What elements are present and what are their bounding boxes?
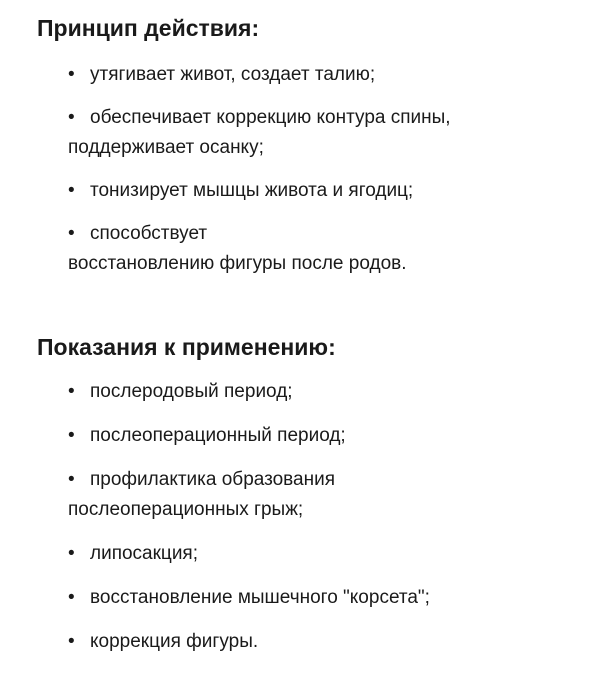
list-item-text: послеродовый период;: [90, 381, 293, 402]
list-item-text: восстановление мышечного "корсета";: [90, 587, 430, 608]
section-title-indications: Показания к применению:: [37, 334, 336, 360]
list-item: [0, 539, 600, 569]
bullet-icon: •: [68, 425, 75, 446]
list-item-text: профилактика образования: [90, 469, 336, 490]
list-item-text-continued: послеоперационных грыж;: [68, 499, 304, 520]
list-item-text: утягивает живот, создает талию;: [90, 64, 376, 85]
list-item: [0, 219, 600, 279]
bullet-icon: •: [68, 543, 75, 564]
list-item: [0, 176, 600, 206]
indications-list: [0, 377, 600, 657]
bullet-icon: •: [68, 631, 75, 652]
list-item-text: послеоперационный период;: [90, 425, 346, 446]
bullet-icon: •: [68, 180, 75, 201]
bullet-icon: •: [68, 223, 75, 244]
list-item: [0, 60, 600, 90]
bullet-icon: •: [68, 381, 75, 402]
list-item-text: способствует: [90, 223, 208, 244]
list-item: [0, 583, 600, 613]
list-item-text: обеспечивает коррекцию контура спины,: [90, 107, 451, 128]
list-item: [0, 377, 600, 407]
list-item-text: тонизирует мышцы живота и ягодиц;: [90, 180, 414, 201]
bullet-icon: •: [68, 107, 75, 128]
bullet-icon: •: [68, 469, 75, 490]
list-item-text-continued: поддерживает осанку;: [68, 137, 264, 158]
list-item: [0, 103, 600, 163]
list-item: [0, 465, 600, 525]
bullet-icon: •: [68, 64, 75, 85]
principle-list: [0, 60, 600, 279]
list-item-text-continued: восстановлению фигуры после родов.: [68, 253, 407, 274]
section-title-principle: Принцип действия:: [37, 15, 260, 41]
bullet-icon: •: [68, 587, 75, 608]
list-item-text: коррекция фигуры.: [90, 631, 259, 652]
list-item-text: липосакция;: [90, 543, 198, 564]
list-item: [0, 627, 600, 657]
list-item: [0, 421, 600, 451]
